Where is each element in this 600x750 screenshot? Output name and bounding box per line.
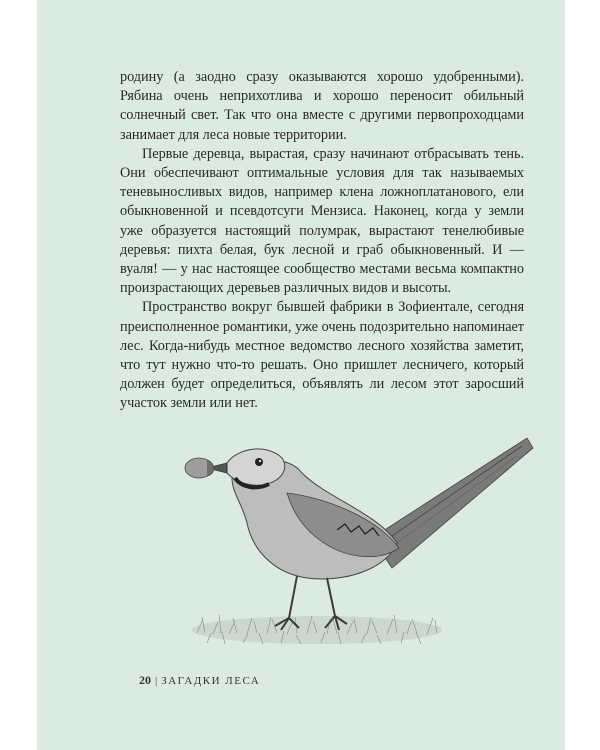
body-text: [120, 68, 524, 414]
running-title: ЗАГАДКИ ЛЕСА: [161, 675, 261, 687]
page-number: 20: [139, 673, 151, 687]
paragraph-2: Первые деревца, вырастая, сразу начинают отбрасывать тень. Они обеспечивают оптимальные условия для так называемых теневыносливых видов, например клена ложноплатанового, ели обыкновенной и псевдотсуги Мензиса. Наконец, когда у земли уже образуется настоящий полумрак, вырастают тенелюбивые деревья: пихта белая, бук лесной и граб обыкновенный. И — вуаля! — у нас настоящее сообщество местами весьма компактно произрастающих деревьев различных видов и высоты.: [120, 145, 524, 297]
book-page: [37, 0, 565, 750]
bird-eye: [255, 458, 263, 466]
footer-separator: |: [155, 675, 158, 687]
page-footer: [139, 673, 260, 688]
paragraph-1: родину (а заодно сразу оказываются хорошо удобренными). Рябина очень неприхотлива и хорошо переносит обильный солнечный свет. Так что она вместе с другими первопроходцами занимает для леса новые территории.: [120, 69, 524, 143]
paragraph-3: Пространство вокруг бывшей фабрики в Зофиентале, сегодня преисполненное романтики, уже очень подозрительно напоминает лес. Когда-нибудь местное ведомство лесного хозяйства заметит, что тут нужно что-то решать. Оно пришлет лесничего, который должен будет определиться, объявлять ли лесом этот заросший участок земли или нет.: [120, 299, 524, 412]
bird-illustration: [177, 418, 537, 653]
